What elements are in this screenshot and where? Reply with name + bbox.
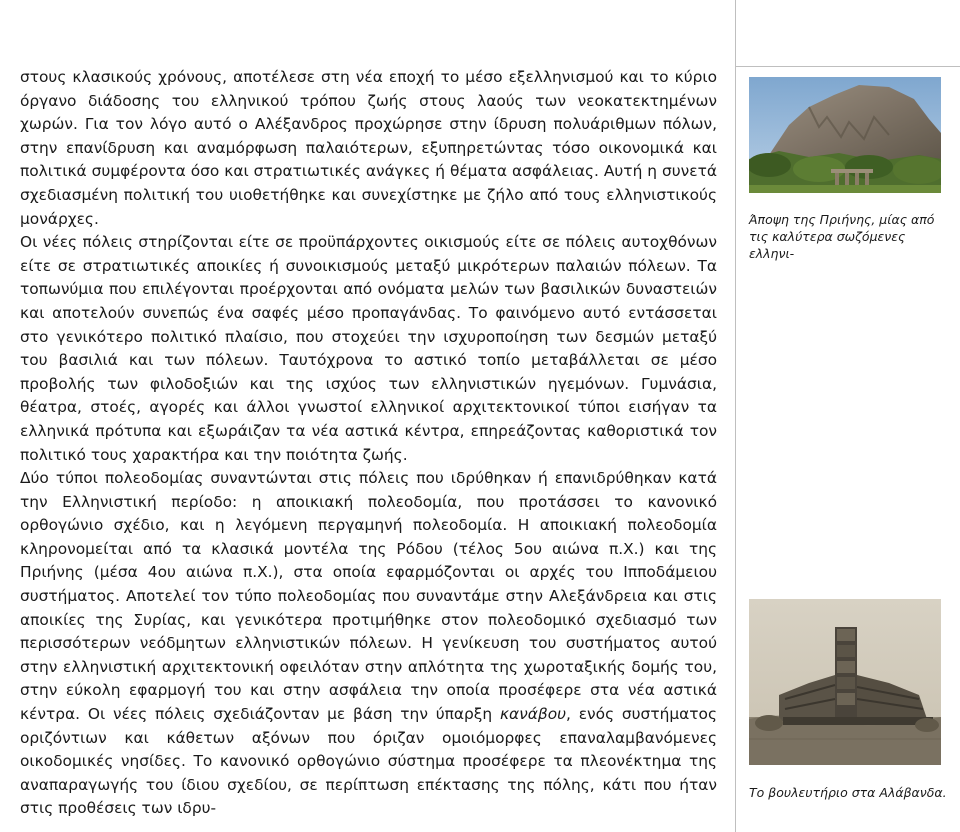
text-segment: Οι νέες πόλεις στηρίζονται είτε σε προϋπάρχοντες οικισμούς είτε σε πόλεις αυτοχθόνων είτε σε στρατιωτικές αποικίες ή συνοικισμούς μεταξύ μικρότερων παλαιών πόλεων. Τα τοπωνύμια που επιλέγονται προέρχονται από ονόματα μελών των βασιλικών δυναστειών και αποτελούν συνεπώς ένα σαφές μέσο προπαγάνδας. Το φαινόμενο αυτό εντάσσεται στο γενικότερο πολιτικό πλαίσιο, που στοχεύει την ισχυροποίηση των δεσμών μεταξύ του βασιλιά και των πόλεων. Ταυτόχρονα το αστικό τοπίο μεταβάλλεται σε μέσο προβολής των φιλοδοξιών και της ισχύος των ελληνιστικών ηγεμόνων. Γυμνάσια, θέατρα, στοές, αγορές και άλλοι γνωστοί ελληνικοί αρχιτεκτονικοί τύποι εισήγαν τα ελληνικά πρότυπα και εξωράιζαν τα νέα αστικά κέντρα, επηρεάζοντας καθοριστικά τον πολιτικό τους χαρακτήρα και την ποιότητα ζωής. xyxy=(20,233,717,464)
body-paragraph xyxy=(20,231,717,467)
italic-term: κανάβου xyxy=(499,705,567,724)
sidebar-top-divider xyxy=(736,66,960,67)
priene-photo-caption: Άποψη της Πριήνης, μίας από τις καλύτερα σωζόμενες ελληνι- xyxy=(749,212,935,261)
text-segment: στους κλασικούς χρόνους, αποτέλεσε στη νέα εποχή το μέσο εξελληνισμού και το κύριο όργανο διάδοσης του ελληνικού τρόπου ζωής στους λαούς των νεοκατεκτημένων χωρών. Για τον λόγο αυτό ο Αλέξανδρος προχώρησε στην ίδρυση πολυάριθμων πόλων, στην επανίδρυση και αναμόρφωση παλαιότερων, εξυπηρετώντας τόσο οικονομικά και πολιτικά συμφέροντα όσο και στρατιωτικές ανάγκες ή θέματα ασφάλειας. Αυτή η συνετά σχεδιασμένη πολιτική του υιοθετήθηκε και συνεχίστηκε με ζήλο από τους ελληνιστικούς μονάρχες. xyxy=(20,68,717,228)
body-paragraph xyxy=(20,467,717,821)
text-segment: Δύο τύποι πολεοδομίας συναντώνται στις πόλεις που ιδρύθηκαν ή επανιδρύθηκαν κατά την Ελληνιστική περίοδο: η αποικιακή πολεοδομία, που προτάσσει το κανονικό ορθογώνιο σχέδιο, και η λεγόμενη περγαμηνή πολεοδομία. Η αποικιακή πολεοδομία κληρονομείται από τα κλασικά μοντέλα της Ρόδου (τέλος 5ου αιώνα π.Χ.) και της Πριήνης (μέσα 4ου αιώνα π.Χ.), στα οποία εφαρμόζονται οι αρχές του Ιπποδάμειου συστήματος. Αποτελεί τον τύπο πολεοδομίας που συναντάμε στην Αλεξάνδρεια και στις αποικίες της Συρίας, και γενικότερα προτιμήθηκε στον πολεοδομικό σχεδιασμό των περισσότερων νεόδμητων ελληνιστικών πόλεων. Η γενίκευση του συστήματος αυτού στην ελληνιστική αρχιτεκτονική οφειλόταν στην απλότητα της χωροταξικής δομής του, στην εύκολη εφαρμογή του και στην ασφάλεια την οποία προσέφερε στα νέα αστικά κέντρα. Οι νέες πόλεις σχεδιάζονταν με βάση την ύπαρξη xyxy=(20,469,717,724)
alabanda-photo-caption: Το βουλευτήριο στα Αλάβανδα. xyxy=(749,785,947,800)
priene-photo xyxy=(749,77,941,193)
body-paragraph xyxy=(20,66,717,231)
alabanda-photo xyxy=(749,599,941,765)
column-divider xyxy=(735,0,736,832)
main-text-column xyxy=(20,66,717,821)
text-segment: , ενός συστήματος οριζόντιων και κάθετων αξόνων που όριζαν ομοιόμορφες επαναλαμβανόμενες οικοδομικές νησίδες. Το κανονικό ορθογώνιο σύστημα προσέφερε τα πλεονέκτημα της αναπαραγωγής του ίδιου σχεδίου, σε περίπτωση επέκτασης της πόλης, κάτι που ήταν στις προθέσεις των ιδρυ- xyxy=(20,705,717,818)
